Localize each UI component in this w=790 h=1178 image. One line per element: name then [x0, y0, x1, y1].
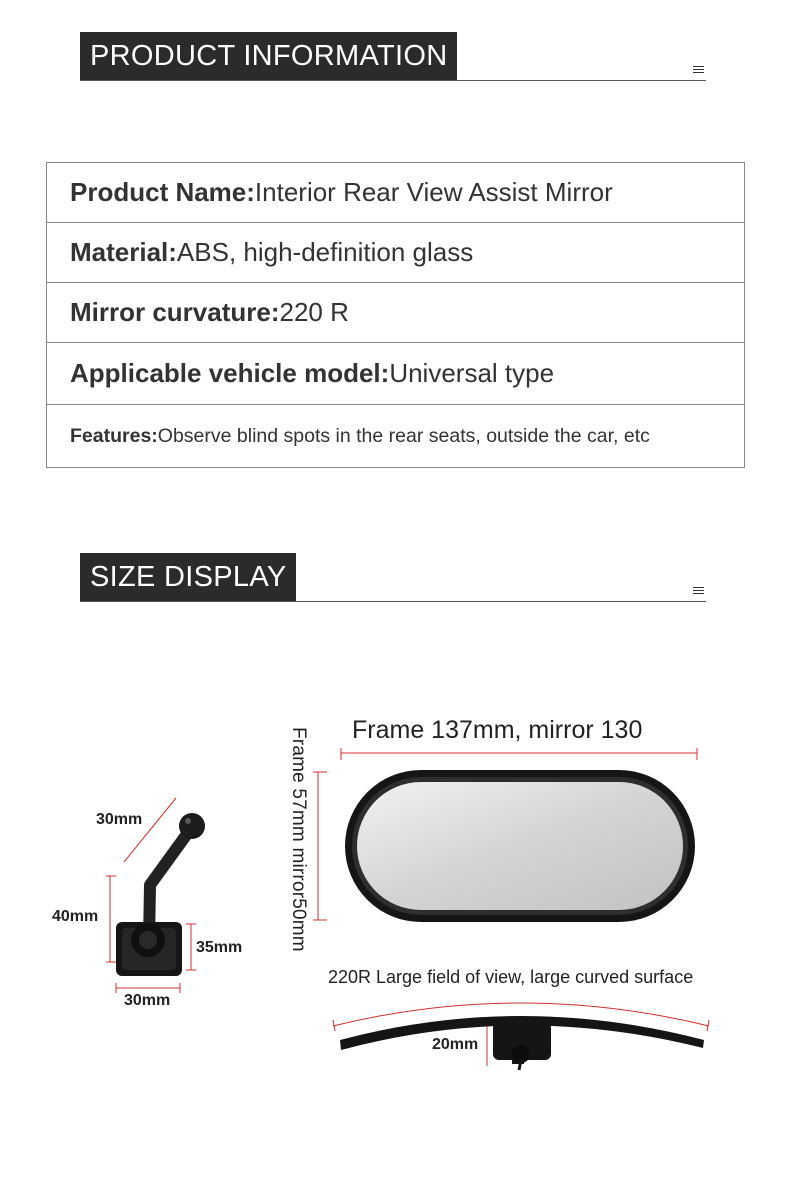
- info-label: Material:: [70, 237, 177, 267]
- size-display-title: SIZE DISPLAY: [80, 553, 296, 601]
- info-value: Universal type: [389, 358, 555, 388]
- base-width-label: 30mm: [124, 992, 171, 1009]
- frame-width-caption: Frame 137mm, mirror 130: [352, 716, 643, 744]
- base-height-label: 35mm: [196, 939, 243, 956]
- mount-depth-label: 20mm: [432, 1036, 479, 1053]
- info-label: Product Name:: [70, 177, 255, 207]
- info-label: Applicable vehicle model:: [70, 358, 390, 388]
- product-info-title: PRODUCT INFORMATION: [80, 32, 457, 80]
- arm-height-label: 40mm: [52, 908, 99, 925]
- info-label: Features:: [70, 424, 158, 447]
- info-value: ABS, high-definition glass: [176, 237, 474, 267]
- curvature-caption: 220R Large field of view, large curved surface: [328, 967, 694, 987]
- info-value: 220 R: [279, 297, 349, 327]
- info-value: Interior Rear View Assist Mirror: [254, 177, 613, 207]
- mirror-side-image: [340, 1016, 704, 1070]
- mount-bracket-image: [116, 813, 205, 976]
- arm-length-label: 30mm: [96, 811, 143, 828]
- frame-height-caption: Frame 57mm mirror50mm: [288, 727, 309, 952]
- info-label: Mirror curvature:: [70, 297, 280, 327]
- mirror-front-image: [345, 770, 695, 922]
- info-value: Observe blind spots in the rear seats, outside the car, etc: [157, 424, 650, 447]
